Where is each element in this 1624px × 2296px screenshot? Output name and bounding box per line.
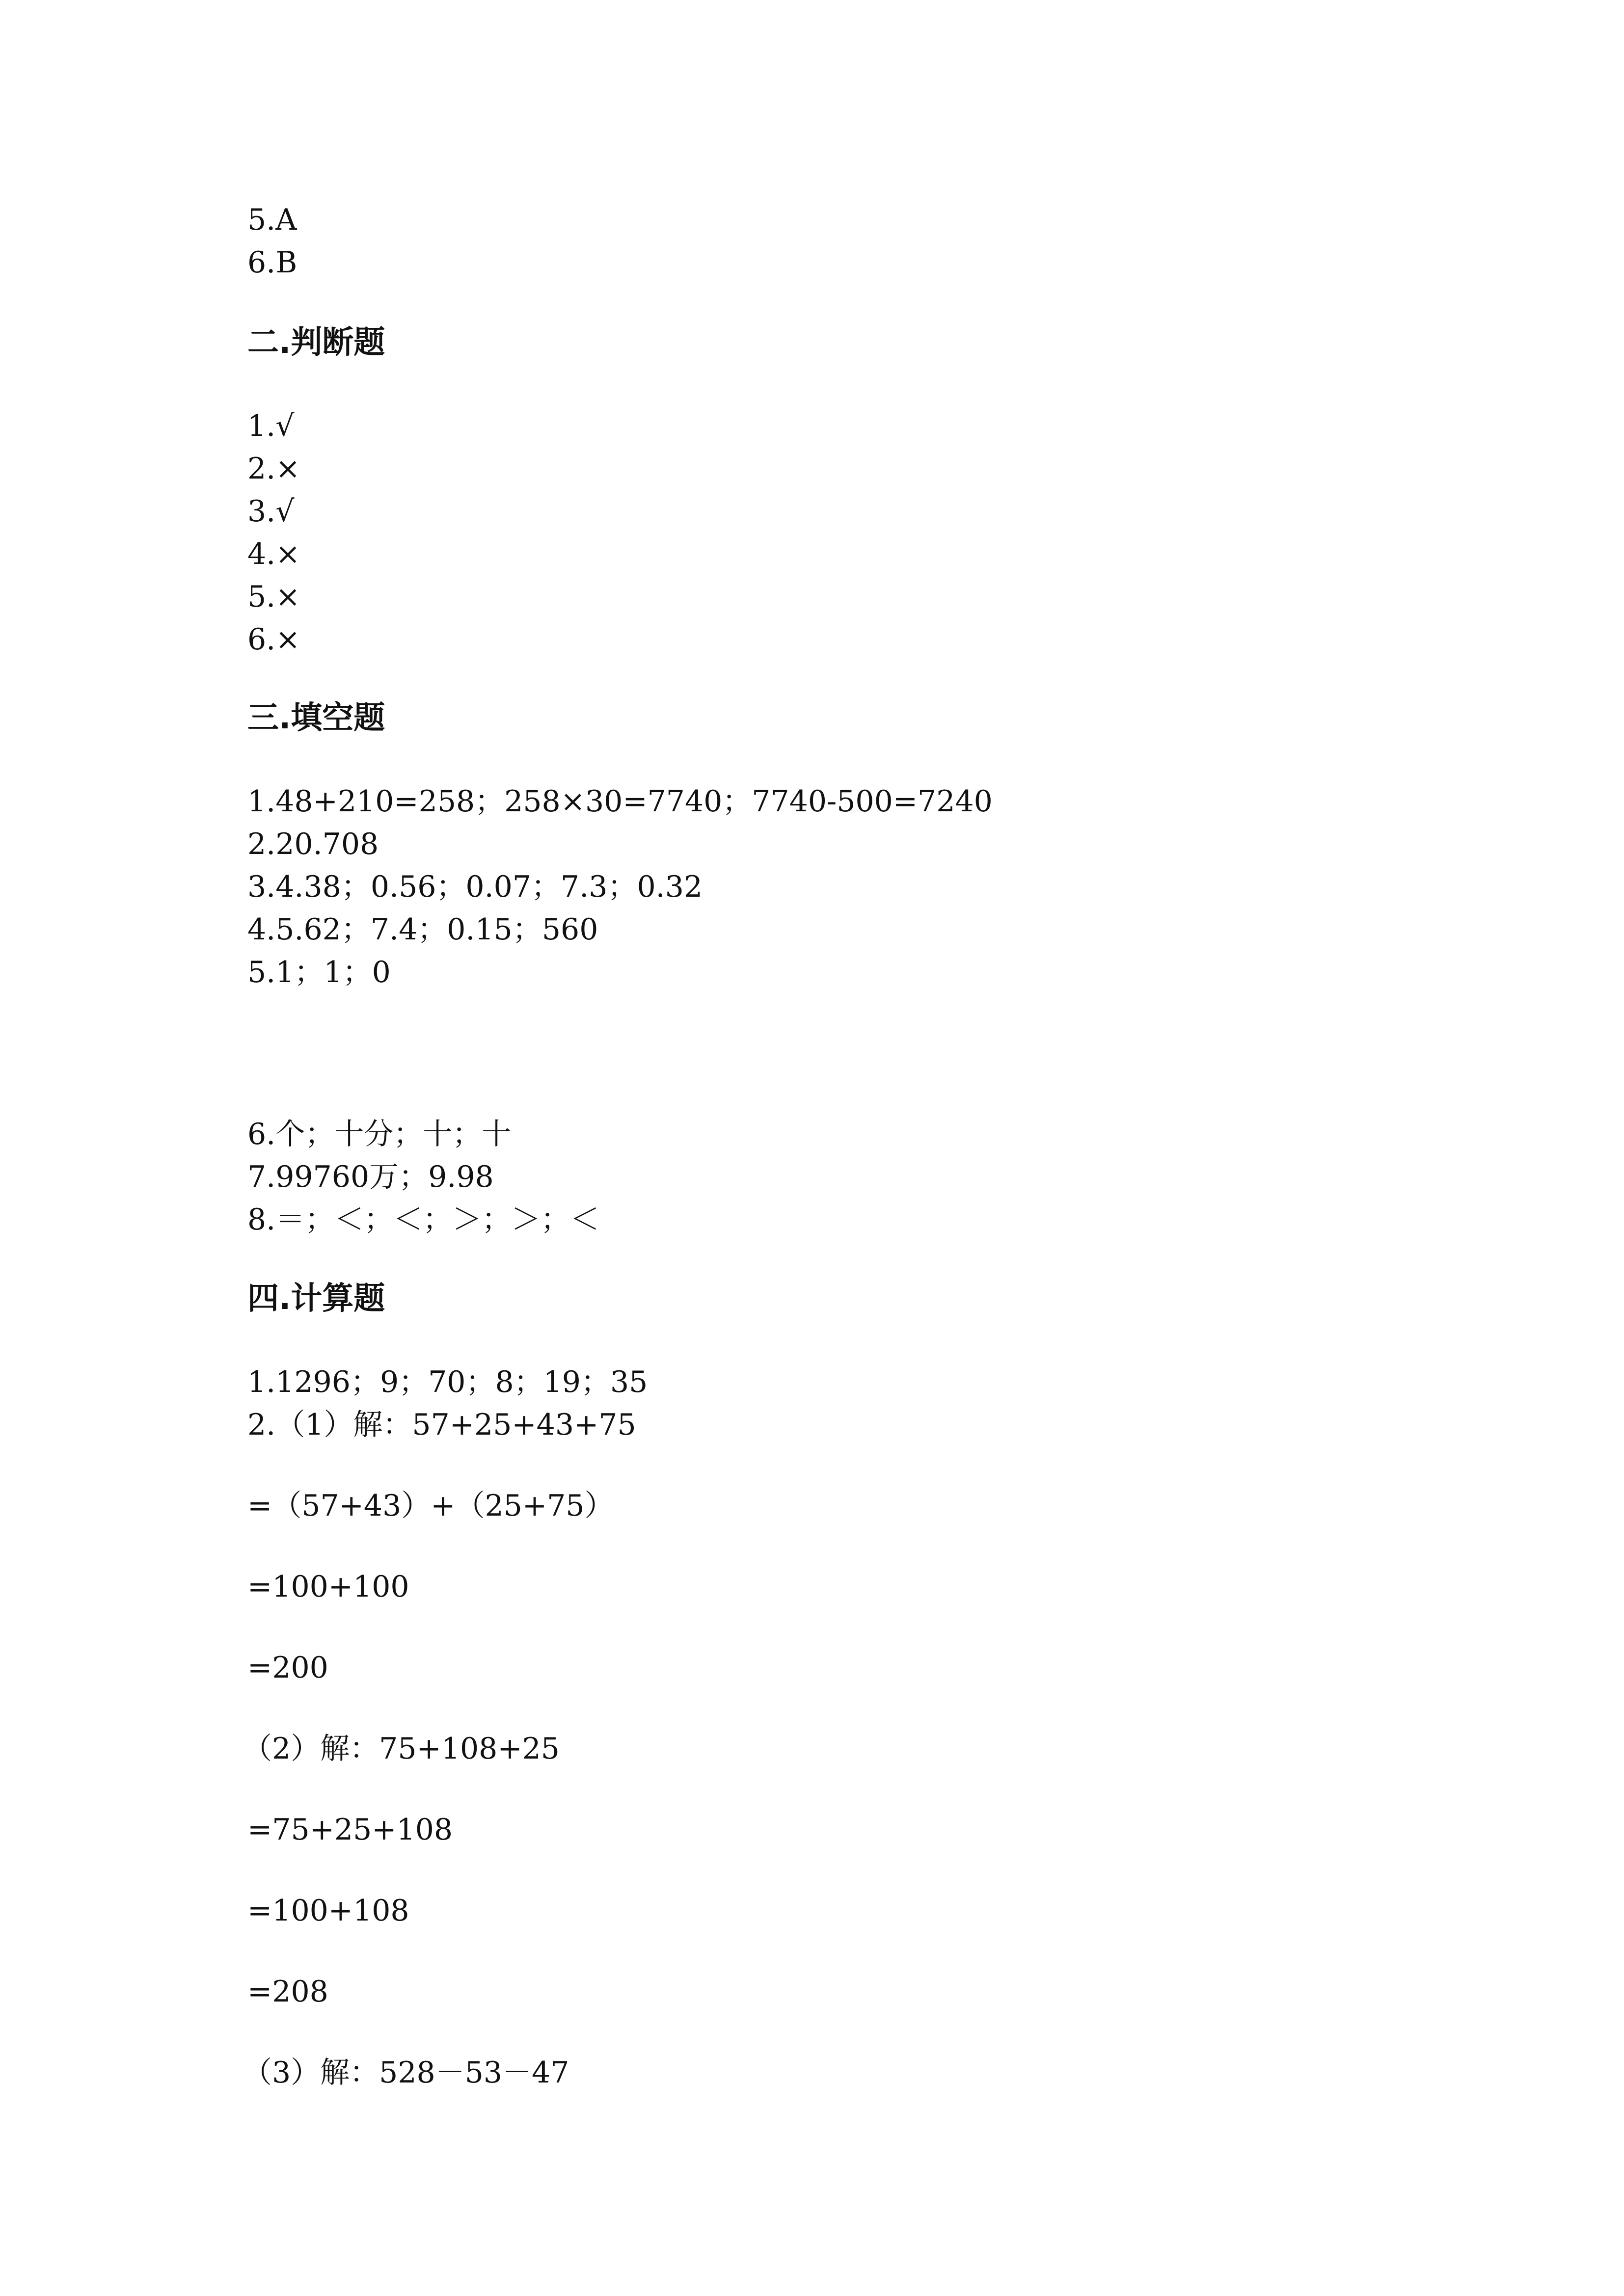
answer-line: 8.＝；＜；＜；＞；＞；＜	[247, 1202, 600, 1237]
answer-line: 1.1296；9；70；8；19；35	[247, 1365, 648, 1399]
answer-line: 4.5.62；7.4；0.15；560	[247, 912, 598, 947]
answer-line: 1.√	[247, 409, 295, 443]
calc-step: =208	[247, 1975, 328, 2009]
calc-step: =（57+43）+（25+75）	[247, 1489, 614, 1523]
answer-line: 2.（1）解：57+25+43+75	[247, 1408, 636, 1442]
answer-line: 6.个；十分；十；十	[247, 1117, 512, 1151]
answer-line: 7.99760万；9.98	[247, 1160, 494, 1194]
answer-line: 6.×	[247, 622, 300, 657]
answer-line: 2.20.708	[247, 827, 379, 861]
answer-line: 3.4.38；0.56；0.07；7.3；0.32	[247, 870, 703, 904]
answer-line: 5.1；1；0	[247, 955, 391, 989]
calc-step: （2）解：75+108+25	[243, 1732, 560, 1766]
section-heading: 四.计算题	[247, 1281, 385, 1317]
section-heading: 三.填空题	[247, 700, 385, 736]
calc-step: （3）解：528－53－47	[243, 2056, 569, 2090]
calc-step: =100+108	[247, 1894, 409, 1928]
section-heading: 二.判断题	[247, 324, 385, 361]
answer-line: 5.A	[247, 203, 297, 237]
calc-step: =75+25+108	[247, 1813, 453, 1847]
answer-line: 2.×	[247, 452, 300, 486]
answer-line: 1.48+210=258；258×30=7740；7740-500=7240	[247, 784, 993, 819]
calc-step: =100+100	[247, 1570, 409, 1604]
calc-step: =200	[247, 1651, 328, 1685]
answer-line: 6.B	[247, 245, 298, 280]
answer-line: 3.√	[247, 494, 295, 529]
answer-line: 5.×	[247, 580, 300, 614]
answer-line: 4.×	[247, 537, 300, 571]
